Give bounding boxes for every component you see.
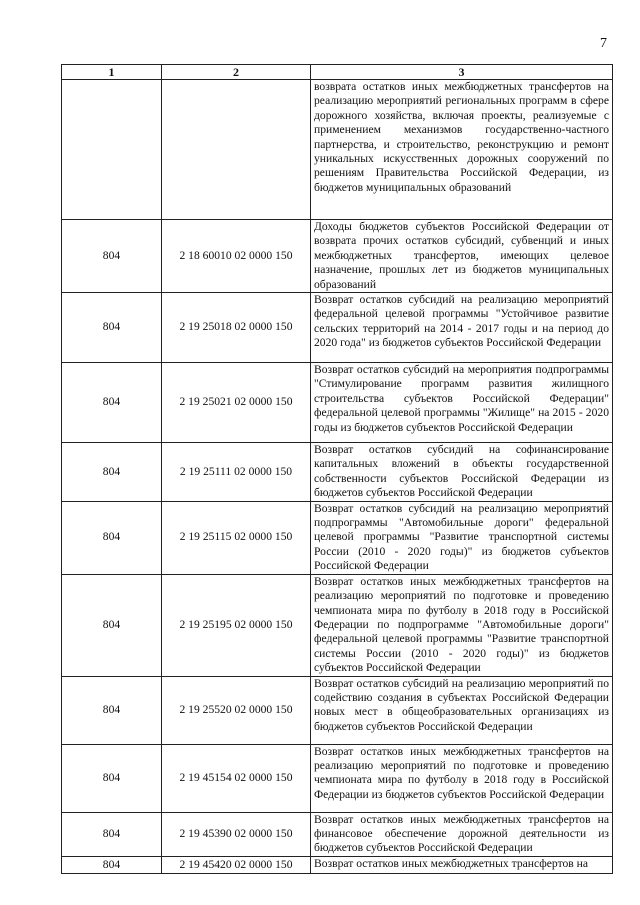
table-row bbox=[62, 676, 613, 744]
description-cell: Возврат остатков иных межбюджетных трансфертов на реализацию мероприятий по подготовке и проведению чемпионата мира по футболу в 2018 году в Российской Федерации из бюджетов субъектов Российской Федерации bbox=[311, 744, 613, 812]
admin-code-cell: 804 bbox=[62, 676, 162, 744]
description-cell: Возврат остатков иных межбюджетных трансфертов на bbox=[311, 856, 613, 873]
admin-code-cell bbox=[62, 80, 162, 220]
column-header: 2 bbox=[162, 65, 311, 80]
table-row bbox=[62, 220, 613, 293]
budget-code-cell: 2 19 25195 02 0000 150 bbox=[162, 574, 311, 676]
description-cell: Возврат остатков субсидий на реализацию мероприятий подпрограммы "Автомобильные дороги" федеральной целевой программы "Развитие транспортной системы России (2010 - 2020 годы)" из бюджетов субъектов Российской Федерации bbox=[311, 501, 613, 574]
description-cell: возврата остатков иных межбюджетных трансфертов на реализацию мероприятий региональных программ в сфере дорожного хозяйства, включая проекты, реализуемые с применением механизмов государственно-частного партнерства, и строительство, реконструкцию и ремонт уникальных искусственных дорожных сооружений по решениям Правительства Российской Федерации, из бюджетов муниципальных образований bbox=[311, 80, 613, 220]
description-cell: Возврат остатков субсидий на софинансирование капитальных вложений в объекты государственной собственности субъектов Российской Федерации из бюджетов субъектов Российской Федерации bbox=[311, 443, 613, 502]
budget-codes-table bbox=[61, 64, 613, 874]
table-row bbox=[62, 363, 613, 443]
description-cell: Возврат остатков субсидий на реализацию мероприятий федеральной целевой программы "Устойчивое развитие сельских территорий на 2014 - 2017 годы и на период до 2020 года" из бюджетов субъектов Российской Федерации bbox=[311, 293, 613, 363]
table-row bbox=[62, 744, 613, 812]
admin-code-cell: 804 bbox=[62, 856, 162, 873]
budget-code-cell: 2 19 45420 02 0000 150 bbox=[162, 856, 311, 873]
table-row bbox=[62, 80, 613, 220]
budget-code-cell: 2 19 25111 02 0000 150 bbox=[162, 443, 311, 502]
table-row bbox=[62, 501, 613, 574]
admin-code-cell: 804 bbox=[62, 744, 162, 812]
column-header: 3 bbox=[311, 65, 613, 80]
page-number: 7 bbox=[600, 36, 607, 51]
description-cell: Возврат остатков иных межбюджетных трансфертов на реализацию мероприятий по подготовке и проведению чемпионата мира по футболу в 2018 году в Российской Федерации по подпрограмме "Автомобильные дороги" федеральной целевой программы "Развитие транспортной системы России (2010 - 2020 годы)" из бюджетов субъектов Российской Федерации bbox=[311, 574, 613, 676]
budget-code-cell: 2 19 25520 02 0000 150 bbox=[162, 676, 311, 744]
admin-code-cell: 804 bbox=[62, 574, 162, 676]
budget-code-cell: 2 19 25021 02 0000 150 bbox=[162, 363, 311, 443]
admin-code-cell: 804 bbox=[62, 220, 162, 293]
admin-code-cell: 804 bbox=[62, 363, 162, 443]
description-cell: Возврат остатков субсидий на реализацию мероприятий по содействию создания в субъектах Российской Федерации новых мест в общеобразовательных организациях из бюджетов субъектов Российской Федерации bbox=[311, 676, 613, 744]
admin-code-cell: 804 bbox=[62, 293, 162, 363]
table-row bbox=[62, 443, 613, 502]
budget-code-cell: 2 19 25018 02 0000 150 bbox=[162, 293, 311, 363]
table-row bbox=[62, 293, 613, 363]
description-cell: Возврат остатков субсидий на мероприятия подпрограммы "Стимулирование программ развития жилищного строительства субъектов Российской Федерации" федеральной целевой программы "Жилище" на 2015 - 2020 годы из бюджетов субъектов Российской Федерации bbox=[311, 363, 613, 443]
table-row bbox=[62, 574, 613, 676]
budget-code-cell: 2 19 25115 02 0000 150 bbox=[162, 501, 311, 574]
table-row bbox=[62, 856, 613, 873]
budget-code-cell: 2 19 45154 02 0000 150 bbox=[162, 744, 311, 812]
table-header-row bbox=[62, 65, 613, 80]
description-cell: Доходы бюджетов субъектов Российской Федерации от возврата прочих остатков субсидий, субвенций и иных межбюджетных трансфертов, имеющих целевое назначение, прошлых лет из бюджетов муниципальных образований bbox=[311, 220, 613, 293]
description-cell: Возврат остатков иных межбюджетных трансфертов на финансовое обеспечение дорожной деятельности из бюджетов субъектов Российской Федерации bbox=[311, 812, 613, 856]
budget-code-cell: 2 18 60010 02 0000 150 bbox=[162, 220, 311, 293]
admin-code-cell: 804 bbox=[62, 812, 162, 856]
budget-code-cell bbox=[162, 80, 311, 220]
admin-code-cell: 804 bbox=[62, 501, 162, 574]
table-row bbox=[62, 812, 613, 856]
budget-code-cell: 2 19 45390 02 0000 150 bbox=[162, 812, 311, 856]
column-header: 1 bbox=[62, 65, 162, 80]
admin-code-cell: 804 bbox=[62, 443, 162, 502]
